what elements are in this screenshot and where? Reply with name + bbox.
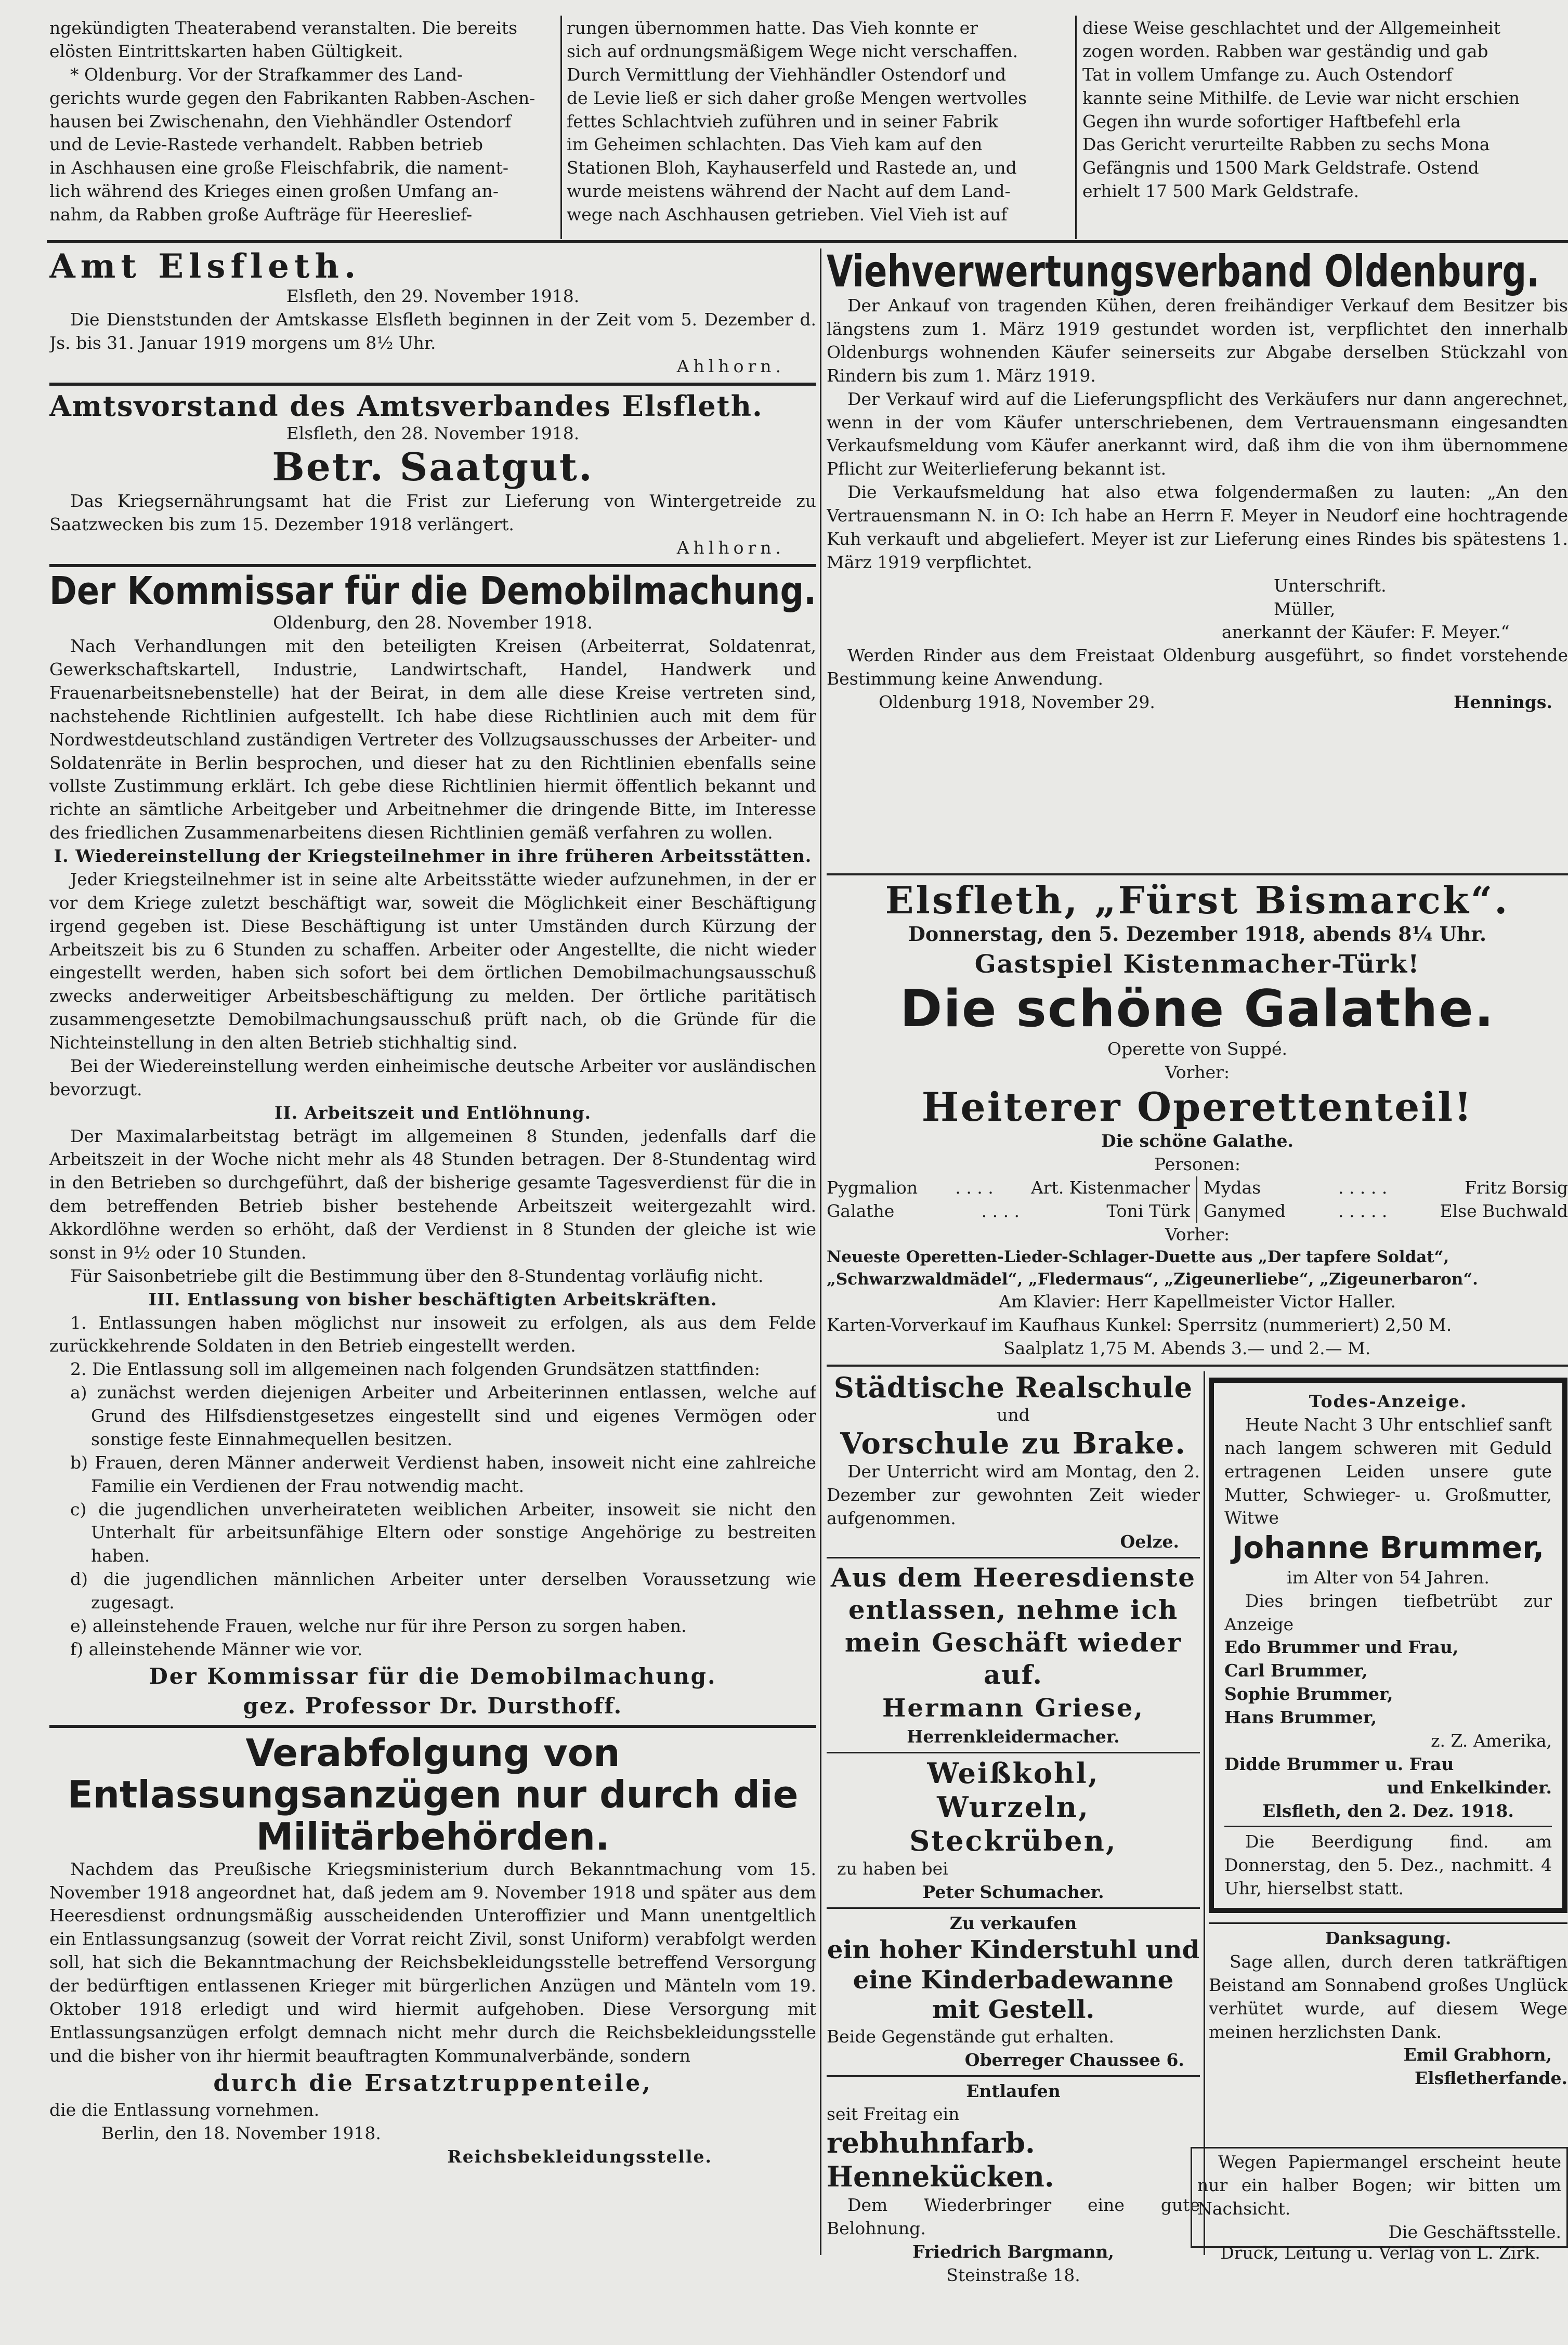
ad-name: Hermann Griese, [882,1693,1144,1723]
ad-title: Städtische Realschule [833,1371,1193,1404]
ad-text: Beide Gegenstände gut erhalten. [827,2026,1114,2047]
kinderstuhl-ad [827,1912,1200,2072]
list-item: a) zunächst werden diejenigen Arbeiter und Arbeiterinnen entlassen, welche auf Grund des Hilfsdienstgesetzes eingestellt sind und eigenes Vermögen oder sonstige feste Einnahmequellen besitzen. [70,1382,816,1449]
verabfolgung-notice [49,1732,816,2169]
ad-text: Neueste Operetten-Lieder-Schlager-Duette aus „Der tapfere Soldat“, [827,1248,1449,1267]
cast-row: Mydas . . . . . Fritz Borsig [1204,1176,1568,1200]
column-rule [820,248,821,2255]
notice-title: Amtsvorstand des Amtsverbandes Elsfleth. [49,389,763,423]
notice-signature: gez. Professor Dr. Dursthoff. [243,1693,623,1719]
column-rule [1075,16,1077,239]
deceased-name: Johanne Brummer, [1232,1530,1545,1566]
ad-title: Wurzeln, [937,1790,1090,1824]
family-member: Edo Brummer und Frau, [1224,1637,1459,1658]
text-line: kannte seine Mithilfe. de Levie war nicht erschien [1082,87,1520,108]
text-line: ngekündigten Theaterabend veranstalten. Die bereits [49,18,518,38]
ad-title: Danksagung. [1325,1928,1452,1949]
ad-signature: Oelze. [1120,1531,1179,1552]
notice-date: Oldenburg 1918, November 29. [879,692,1155,713]
notice-date: Elsfleth, den 29. November 1918. [286,286,580,307]
ad-name: Emil Grabhorn, [1403,2045,1552,2065]
ad-text: „Schwarzwaldmädel“, „Fledermaus“, „Zigeunerliebe“, „Zigeunerbaron“. [827,1269,1478,1289]
divider [1224,1826,1552,1827]
column-rule [560,16,562,239]
ad-text: im Alter von 54 Jahren. [1287,1567,1489,1588]
ad-title: ein hoher Kinderstuhl und eine Kinderbadewanne mit Gestell. [827,1935,1200,2025]
cast-actor: Art. Kistenmacher [1030,1177,1190,1198]
divider [49,1725,816,1728]
imprint-text: Druck, Leitung u. Verlag von L. Zirk. [1220,2243,1540,2263]
ad-text: Dem Wiederbringer eine gute Belohnung. [827,2194,1200,2238]
notice-text: Müller, [1274,598,1336,619]
ad-title: Weißkohl, [927,1757,1100,1790]
ad-text: Gastspiel Kistenmacher-Türk! [974,949,1420,979]
ad-headline: Die schöne Galathe. [900,979,1495,1039]
notice-signature: Ahlhorn. [676,537,785,558]
notice-text: anerkannt der Käufer: F. Meyer.“ [1222,622,1510,643]
ad-text: Saalplatz 1,75 M. Abends 3.— und 2.— M. [1003,1338,1371,1358]
notice-subject: Betr. Saatgut. [272,444,594,490]
text-line: im Geheimen schlachten. Das Vieh kam auf den [567,134,983,155]
section-heading: I. Wiedereinstellung der Kriegsteilnehmer in ihre früheren Arbeitsstätten. [54,846,812,867]
notice-signature: Der Kommissar für die Demobilmachung. [149,1663,717,1689]
ad-text: Vorher: [1165,1062,1230,1082]
list-item: f) alleinstehende Männer wie vor. [70,1639,363,1659]
ad-title: Aus dem Heeresdienste entlassen, nehme ich mein Geschäft wieder auf. [830,1562,1196,1691]
list-item: d) die jugendlichen männlichen Arbeiter unter derselben Voraussetzung wie zugesagt. [70,1569,816,1613]
theater-ad [827,880,1568,1360]
list-item: b) Frauen, deren Männer anderweit Verdienst haben, insoweit nicht eine zahlreiche Familie ein Verdienen der Frau notwendig macht. [70,1452,816,1496]
ad-title: rebhuhnfarb. Hennekücken. [827,2126,1054,2194]
text-line: erhielt 17 500 Mark Geldstrafe. [1082,181,1360,202]
notice-text: Die Dienststunden der Amtskasse Elsfleth beginnen in der Zeit vom 5. Dezember d. Js. bis 31. Januar 1919 morgens um 8½ Uhr. [49,309,816,353]
section-heading: II. Arbeitszeit und Entlöhnung. [274,1102,592,1123]
notice-text: 1. Entlassungen haben möglichst nur insoweit zu erfolgen, als aus dem Felde zurückkehrende Soldaten in den Betrieb eingestellt werden. [49,1312,816,1356]
text-line: in Aschhausen eine große Fleischfabrik, die nament- [49,158,509,178]
right-ads-column [1209,1378,1567,2090]
text-line: fettes Schlachtvieh zuführen und in seiner Fabrik [567,111,998,132]
ad-text: zu haben bei [837,1858,948,1879]
text-line: elösten Eintrittskarten haben Gültigkeit. [49,41,403,61]
family-member: und Enkelkinder. [1387,1777,1552,1798]
notice-text: Bei der Wiedereinstellung werden einheimische deutsche Arbeiter vor ausländischen bevorzugt. [49,1055,816,1099]
text-line: Durch Vermittlung der Viehhändler Ostendorf und [567,64,1007,85]
text-line: wege nach Aschhausen getrieben. Viel Vieh ist auf [567,204,1008,225]
list-item: c) die jugendlichen unverheirateten weiblichen Arbeiter, insoweit sie nicht den Unterhalt für arbeitsunfähige Eltern oder sonstige Angehörige zu bestreiten haben. [70,1499,816,1566]
notice-text: Wegen Papiermangel erscheint heute nur ein halber Bogen; wir bitten um Nachsicht. [1197,2152,1561,2219]
notice-text: Jeder Kriegsteilnehmer ist in seine alte Arbeitsstätte wieder aufzunehmen, in der er vor dem Kriege zuletzt beschäftigt war, soweit die Möglichkeit einer Beschäftigung irgend gegeben ist. Diese Beschäftigung ist unter Umständen durch Kürzung der Arbeitszeit bis zu 6 Stunden zu schaffen. Arbeiter oder Angestellte, die nicht wieder eingestellt werden, haben sich sofort bei dem örtlichen Demobilmachungsausschuß zwecks anderweitiger Arbeitsbeschäftigung zu melden. Der örtliche paritätisch zusammengesetzte Demobilmachungsausschuß prüft nach, ob die Gründe für die Nichteinstellung in den alten Betrieb stichhaltig sind. [49,869,816,1053]
divider [1209,1922,1567,1924]
family-member: Didde Brummer u. Frau [1224,1753,1454,1774]
text-line: sich auf ordnungsmäßigem Wege nicht verschaffen. [567,41,1018,61]
ad-title: Todes-Anzeige. [1309,1391,1468,1411]
ad-text: Sage allen, durch deren tatkräftigen Beistand am Sonnabend großes Unglück verhütet wurde, auf diesem Wege meinen herzlichsten Dank. [1209,1951,1567,2042]
text-line: zogen worden. Rabben war geständig und gab [1082,41,1488,61]
notice-text: Der Maximalarbeitstag beträgt im allgemeinen 8 Stunden, jedenfalls darf die Arbeitszeit in der Woche nicht mehr als 48 Stunden betragen. Der 8-Stundentag wird in den Betrieben so durchgeführt, daß der bisherige gesamte Tagesverdienst für die in dem betreffenden Betrieb bisher bestehende Arbeitszeit weitergezahlt wird. Akkordlöhne werden so erhöht, daß der Verdienst in 8 Stunden der gleiche ist wie sonst in 9½ oder 10 Stunden. [49,1125,816,1263]
ad-text: Entlaufen [966,2080,1061,2101]
obituary [1209,1378,1567,1913]
notice-text: Das Kriegsernährungsamt hat die Frist zur Lieferung von Wintergetreide zu Saatzwecken bis zum 15. Dezember 1918 verlängert. [49,490,816,534]
divider [827,1557,1200,1558]
ad-text: Elsfletherfande. [1414,2068,1567,2089]
ad-title: Vorschule zu Brake. [840,1426,1186,1461]
section-rule [827,1365,1568,1367]
realschule-ad [827,1371,1200,1554]
section-heading: III. Entlassung von bisher beschäftigten Arbeitskräften. [148,1289,717,1309]
top-left-column [49,17,558,227]
family-member: Carl Brummer, [1224,1660,1368,1681]
ad-text: Karten-Vorverkauf im Kaufhaus Kunkel: Sperrsitz (nummeriert) 2,50 M. [827,1314,1452,1335]
notice-title: Der Kommissar für die Demobilmachung. [49,568,816,613]
cast-row: Galathe . . . . Toni Türk [827,1200,1190,1223]
ad-text: Donnerstag, den 5. Dezember 1918, abends 8¼ Uhr. [908,922,1487,946]
cast-list [827,1176,1568,1223]
ad-text: Vorher: [1165,1224,1230,1244]
cast-role: Pygmalion [827,1177,918,1198]
ad-text: Die Beerdigung find. am Donnerstag, den 5. Dez., nachmitt. 4 Uhr, hierselbst statt. [1224,1831,1552,1899]
ad-text: Heute Nacht 3 Uhr entschlief sanft nach langem schweren mit Geduld ertragenen Leiden unsere gute Mutter, Schwieger- u. Großmutter, Witwe [1224,1414,1552,1528]
ad-text: Dies bringen tiefbetrübt zur Anzeige [1224,1590,1552,1634]
ad-text: Zu verkaufen [949,1913,1077,1934]
ad-name: Peter Schumacher. [922,1882,1104,1903]
cast-actor: Toni Türk [1106,1200,1190,1221]
paper-shortage-notice [1191,2147,1568,2248]
notice-text: Für Saisonbetriebe gilt die Bestimmung über den 8-Stundentag vorläufig nicht. [70,1265,764,1286]
cast-row: Ganymed . . . . . Else Buchwald [1204,1200,1568,1223]
notice-text: Nachdem das Preußische Kriegsministerium durch Bekanntmachung vom 15. November 1918 angeordnet hat, daß jedem am 9. November 1918 und später aus dem Heeresdienst ordnungsmäßig ausscheidenden Unteroffizier und Mann unentgeltlich ein Entlassungsanzug (soweit der Vorrat reicht Zivil, sonst Uniform) verabfolgt werden soll, hat sich die Bekanntmachung der Reichsbekleidungsstelle betreffend Versorgung der bedürftigen entlassenen Krieger mit bürgerlichen Anzügen und Mänteln vom 19. Oktober 1918 erledigt und wird hiermit aufgehoben. Diese Versorgung mit Entlassungsanzügen erfolgt demnach nicht mehr durch die Reichsbekleidungsstelle und die bisher von ihr hiermit beauftragten Kommunalverbände, sondern [49,1858,816,2066]
ad-text: und [997,1405,1030,1425]
text-line: und de Levie-Rastede verhandelt. Rabben betrieb [49,134,484,155]
text-line: * Oldenburg. Vor der Strafkammer des Land- [70,64,463,85]
text-line: hausen bei Zwischenahn, den Viehhändler Ostendorf [49,111,512,132]
imprint [1193,2242,1567,2265]
list-item: e) alleinstehende Frauen, welche nur für ihre Person zu sorgen haben. [70,1615,687,1636]
ad-text: Die schöne Galathe. [1101,1131,1293,1151]
ad-text: Am Klavier: Herr Kapellmeister Victor Haller. [999,1291,1396,1312]
notice-date: Elsfleth, den 28. November 1918. [286,423,580,443]
ad-headline: Heiterer Operettenteil! [921,1083,1473,1130]
ad-text: Herrenkleidermacher. [907,1726,1120,1747]
cast-role: Galathe [827,1200,895,1221]
notice-emphasis: durch die Ersatztruppenteile, [213,2069,652,2097]
section-rule [47,240,1568,243]
entlaufen-ad [827,2080,1200,2287]
text-line: Gefängnis und 1500 Mark Geldstrafe. Ostend [1082,158,1479,178]
amtsvorstand-notice [49,390,816,560]
ad-title: Steckrüben, [909,1824,1117,1857]
top-right-column [1082,17,1566,203]
ad-text: Personen: [1154,1154,1240,1174]
divider [827,2075,1200,2077]
divider [827,1752,1200,1753]
kommissar-notice [49,568,816,1721]
text-line: Das Gericht verurteilte Rabben zu sechs Mona [1082,134,1490,155]
family-member: Sophie Brummer, [1224,1684,1393,1705]
text-line: gerichts wurde gegen den Fabrikanten Rabben-Aschen- [49,87,535,108]
griese-ad [827,1562,1200,1749]
ad-text: Operette von Suppé. [1107,1038,1287,1059]
ad-text: Der Unterricht wird am Montag, den 2. Dezember zur gewohnten Zeit wieder aufgenommen. [827,1461,1200,1529]
family-member: z. Z. Amerika, [1431,1730,1552,1751]
ad-address: Oberreger Chaussee 6. [964,2049,1184,2070]
ad-text: seit Freitag ein [827,2104,960,2125]
section-rule [827,873,1568,875]
notice-date: Oldenburg, den 28. November 1918. [273,612,593,633]
column-rule [1204,1371,1205,2255]
notice-text: die die Entlassung vornehmen. [49,2100,320,2120]
notice-signature: Die Geschäftsstelle. [1388,2221,1561,2242]
text-line: de Levie ließ er sich daher große Mengen wertvolles [567,87,1027,108]
text-line: diese Weise geschlachtet und der Allgemeinheit [1082,18,1501,38]
cast-row: Pygmalion . . . . Art. Kistenmacher [827,1176,1190,1200]
text-line: Gegen ihn wurde sofortiger Haftbefehl erla [1082,111,1461,132]
text-line: wurde meistens während der Nacht auf dem Land- [567,181,1011,202]
top-middle-column [567,17,1071,227]
ad-title: Elsfleth, „Fürst Bismarck“. [885,880,1510,922]
notice-text: Unterschrift. [1274,575,1387,596]
divider [49,383,816,386]
cast-actor: Fritz Borsig [1465,1177,1568,1198]
ad-name: Friedrich Bargmann, [912,2241,1114,2262]
left-column [49,248,816,2169]
cast-actor: Else Buchwald [1440,1200,1568,1221]
notice-text: Der Verkauf wird auf die Lieferungspflicht des Verkäufers nur dann angerechnet, wenn in der vom Käufer unterschriebenen, dem Vertrauensmann eingesandten Verkaufsmeldung vom Käufer anerkannt wird, daß ihm die von ihm übernommene Pflicht zur Weiterlieferung bekannt ist. [827,388,1568,479]
notice-signature: Ahlhorn. [676,356,785,377]
notice-text: Die Verkaufsmeldung hat also etwa folgendermaßen zu lauten: „An den Vertrauensmann N. in O: Ich habe an Herrn F. Meyer in Neudorf eine hochtragende Kuh verkauft und abgeliefert. Meyer ist zur Lieferung eines Rindes bis spätestens 1. März 1919 verpflichtet. [827,482,1568,572]
text-line: nahm, da Rabben große Aufträge für Heereslief- [49,204,473,225]
divider [827,1907,1200,1909]
small-ads-column [827,1371,1200,2287]
cast-role: Mydas [1204,1177,1261,1198]
text-line: Tat in vollem Umfange zu. Auch Ostendorf [1082,64,1453,85]
ad-address: Steinstraße 18. [946,2264,1080,2285]
divider [49,564,816,567]
text-line: Stationen Bloh, Kayhauserfeld und Rastede an, und [567,158,1017,178]
family-member: Hans Brummer, [1224,1707,1377,1728]
notice-text: Der Ankauf von tragenden Kühen, deren freihändiger Verkauf dem Besitzer bis längstens zum 1. März 1919 gestundet worden ist, verpflichtet den innerhalb Oldenburgs wohnenden Käufer seinerseits zur Abgabe derselben Stückzahl von Rindern bis zum 1. März 1919. [827,295,1568,386]
vieh-notice [827,248,1568,714]
notice-text: Nach Verhandlungen mit den beteiligten Kreisen (Arbeiterrat, Soldatenrat, Gewerkschaftskartell, Industrie, Landwirtschaft, Handel, Handwerk und Frauenarbeitsnebenstelle) hat der Beirat, in dem alle diese Kreise vertreten sind, nachstehende Richtlinien aufgestellt. Ich habe diese Richtlinien auch mit dem für Nordwestdeutschland zuständigen Vertreter des Vollzugsausschusses der Arbeiter- und Soldatenräte in Berlin besprochen, und dieser hat zu den Richtlinien ebenfalls seine vollste Zustimmung erklärt. Ich gebe diese Richtlinien hiermit öffentlich bekannt und richte an sämtliche Arbeitgeber und Arbeitnehmer die dringende Bitte, im Interesse des friedlichen Zusammenarbeitens diesen Richtlinien gemäß verfahren zu wollen. [49,636,816,843]
notice-signature: Reichsbekleidungsstelle. [447,2146,712,2167]
amt-elsfleth-notice [49,248,816,378]
cast-role: Ganymed [1204,1200,1286,1221]
notice-title: Verabfolgung von Entlassungsanzügen nur durch die Militärbehörden. [67,1731,799,1859]
text-line: lich während des Krieges einen großen Umfang an- [49,181,499,202]
notice-text: 2. Die Entlassung soll im allgemeinen nach folgenden Grundsätzen stattfinden: [70,1359,760,1380]
weisskohl-ad [827,1757,1200,1904]
notice-text: Werden Rinder aus dem Freistaat Oldenburg ausgeführt, so findet vorstehende Bestimmung keine Anwendung. [827,645,1568,689]
text-line: rungen übernommen hatte. Das Vieh konnte er [567,18,978,38]
notice-date: Berlin, den 18. November 1918. [101,2123,381,2144]
ad-date: Elsfleth, den 2. Dez. 1918. [1262,1800,1514,1821]
notice-signature: Hennings. [1454,692,1552,713]
notice-title: Amt Elsfleth. [49,248,361,286]
notice-title: Viehverwertungsverband Oldenburg. [827,248,1540,297]
thanks-ad [1209,1927,1567,2090]
